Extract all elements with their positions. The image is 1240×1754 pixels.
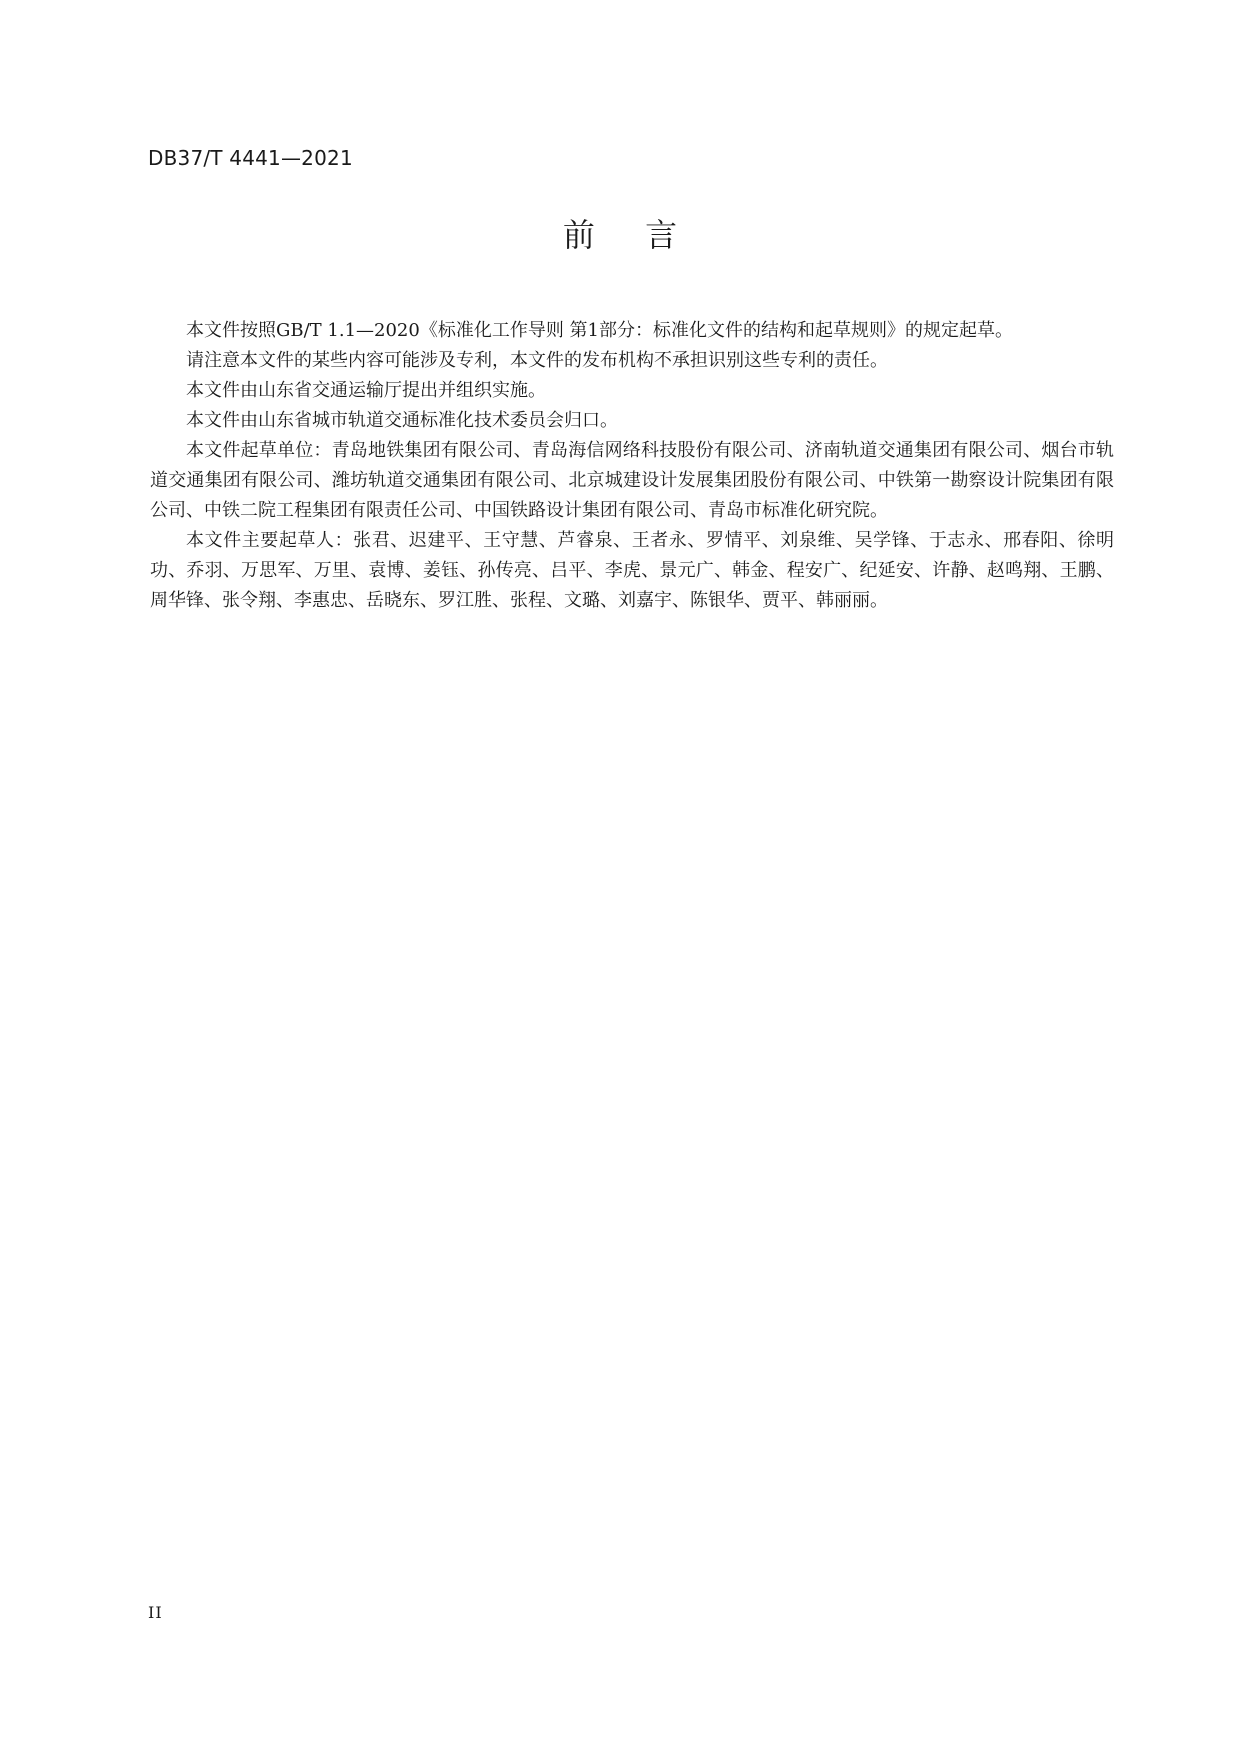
paragraph-drafting-units: 本文件起草单位：青岛地铁集团有限公司、青岛海信网络科技股份有限公司、济南轨道交通集团有限公司、烟台市轨道交通集团有限公司、潍坊轨道交通集团有限公司、北京城建设计发展集团股份有限公司、中铁第一勘察设计院集团有限公司、中铁二院工程集团有限责任公司、中国铁路设计集团有限公司、青岛市标准化研究院。 bbox=[150, 440, 1114, 521]
page-title: 前 言 bbox=[562, 216, 698, 254]
paragraph-drafting-rules: 本文件按照GB/T 1.1—2020《标准化工作导则 第1部分：标准化文件的结构和起草规则》的规定起草。 bbox=[186, 320, 1014, 341]
paragraph-drafters: 本文件主要起草人：张君、迟建平、王守慧、芦睿泉、王者永、罗情平、刘泉维、吴学锋、于志永、邢春阳、徐明功、乔羽、万思军、万里、袁博、姜钰、孙传亮、吕平、李虎、景元广、韩金、程安广、纪延安、许静、赵鸣翔、王鹏、周华锋、张令翔、李惠忠、岳晓东、罗江胜、张程、文璐、刘嘉宇、陈银华、贾平、韩丽丽。 bbox=[150, 530, 1114, 611]
paragraph-proposer: 本文件由山东省交通运输厅提出并组织实施。 bbox=[186, 380, 546, 401]
foreword-body bbox=[150, 316, 1114, 616]
page-number: II bbox=[148, 1603, 163, 1622]
paragraph-centralized-unit: 本文件由山东省城市轨道交通标准化技术委员会归口。 bbox=[186, 410, 618, 431]
document-code: DB37/T 4441—2021 bbox=[148, 146, 353, 170]
paragraph-patent-notice: 请注意本文件的某些内容可能涉及专利，本文件的发布机构不承担识别这些专利的责任。 bbox=[186, 350, 888, 371]
